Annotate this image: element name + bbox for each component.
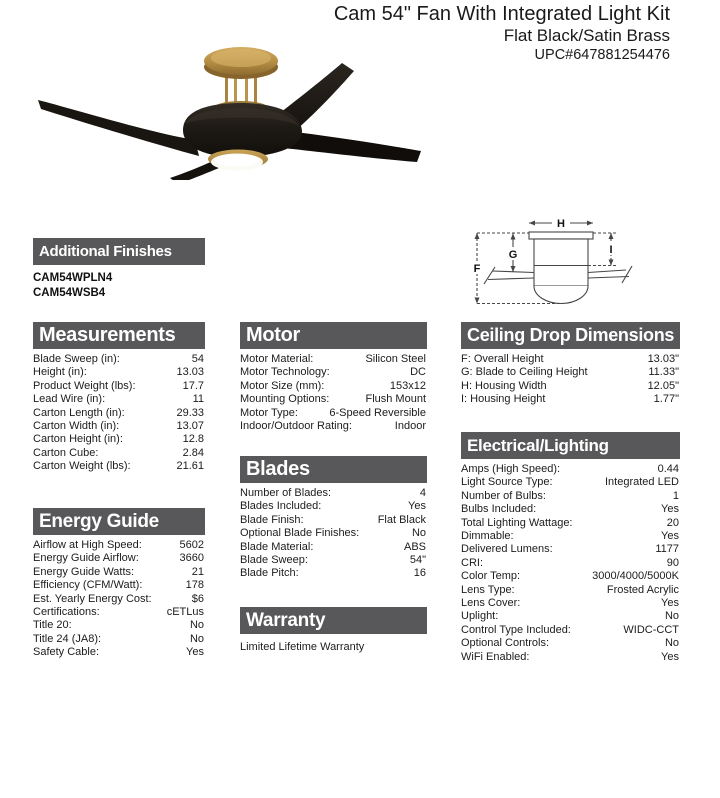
spec-row [33,606,205,619]
spec-label: Airflow at High Speed: [33,539,142,551]
spec-value: 178 [185,579,204,592]
spec-label: Blade Sweep: [240,554,308,567]
diagram-label-h: H [557,218,565,230]
spec-row [33,539,205,552]
spec-value: 54 [191,353,204,365]
spec-value: Frosted Acrylic [606,583,679,596]
spec-row [240,554,427,567]
diagram-label-f: F [473,263,481,275]
product-finish: Flat Black/Satin Brass [503,26,670,45]
spec-label: CRI: [461,556,483,569]
spec-rows [461,353,680,407]
spec-row [33,646,205,659]
spec-label: Carton Weight (lbs): [33,460,131,473]
fan-canopy [204,47,278,79]
spec-row [461,380,680,393]
spec-label: Motor Type: [240,406,298,419]
spec-value: Yes [661,597,679,610]
spec-row [240,514,427,527]
spec-value: 54" [409,554,426,567]
spec-value: 153x12 [389,379,426,392]
spec-label: Blade Finish: [240,513,304,526]
spec-label: Optional Controls: [461,637,550,650]
spec-value: 1.77" [653,393,679,406]
spec-value: 12.05" [647,379,679,392]
spec-value: 90 [666,556,679,569]
spec-label: Mounting Options: [240,393,330,406]
spec-row [461,530,680,543]
spec-label: Color Temp: [461,570,521,583]
spec-row [240,407,427,420]
spec-value: 21 [191,565,204,578]
spec-row [33,619,205,632]
spec-value: cETLus [166,606,204,619]
spec-label: G: Blade to Ceiling Height [461,366,588,379]
spec-label: Motor Technology: [240,366,330,379]
spec-row [33,407,205,420]
spec-value: No [411,527,426,540]
spec-value: Flat Black [377,513,426,526]
section-warranty [240,607,427,653]
spec-value: 1 [672,489,679,502]
spec-row [33,552,205,565]
spec-row [461,637,680,650]
spec-label: Safety Cable: [33,646,100,659]
spec-value: $6 [191,592,204,605]
spec-value: 17.7 [182,379,204,392]
section-header: Measurements [33,322,205,349]
ceiling-drop-diagram [455,196,690,321]
spec-value: 13.03" [647,353,679,365]
spec-value: Yes [661,530,679,543]
spec-value: 13.03 [176,366,204,379]
product-upc: UPC#647881254476 [534,47,670,63]
spec-label: Product Weight (lbs): [33,379,136,392]
spec-row [240,527,427,540]
spec-row [33,460,205,473]
spec-row [461,517,680,530]
spec-rows [240,353,427,433]
spec-value: Flush Mount [365,393,426,406]
spec-value: 16 [413,567,426,580]
spec-row [461,570,680,583]
spec-label: WiFi Enabled: [461,650,530,663]
spec-label: Total Lighting Wattage: [461,516,573,529]
spec-value: 1177 [655,543,679,556]
spec-row [240,500,427,513]
spec-value: No [664,637,679,650]
finish-code: CAM54WSB4 [33,286,106,299]
spec-label: Lead Wire (in): [33,393,106,406]
spec-row [33,420,205,433]
spec-label: Title 20: [33,619,72,632]
spec-label: Indoor/Outdoor Rating: [240,420,352,433]
section-header: Motor [240,322,427,349]
spec-row [461,366,680,379]
diagram-label-i: I [609,244,613,256]
spec-label: Amps (High Speed): [461,463,561,475]
spec-row [240,353,427,366]
spec-value: 20 [666,516,679,529]
spec-label: Motor Material: [240,353,314,365]
diagram-label-g: G [508,249,518,261]
spec-row [33,353,205,366]
spec-row [33,566,205,579]
spec-row [240,420,427,433]
spec-row [33,380,205,393]
spec-value: 0.44 [657,463,679,475]
spec-label: Height (in): [33,366,87,379]
spec-row [240,366,427,379]
spec-row [240,541,427,554]
spec-label: Delivered Lumens: [461,543,553,556]
spec-value: No [189,619,204,632]
spec-value: WIDC-CCT [623,623,679,636]
section-energy-guide [33,508,205,660]
spec-value: 4 [419,487,426,499]
diagram-housing-body [534,239,588,286]
section-header: Blades [240,456,427,483]
spec-value: ABS [403,540,426,553]
spec-row [240,567,427,580]
spec-label: Blade Sweep (in): [33,353,120,365]
spec-value: Integrated LED [605,476,679,489]
spec-label: Carton Height (in): [33,433,123,446]
finish-list [33,271,205,300]
spec-row [240,393,427,406]
spec-label: F: Overall Height [461,353,544,365]
section-motor [240,322,427,433]
fan-light-kit [208,150,268,171]
spec-value: 12.8 [182,433,204,446]
finish-code: CAM54WPLN4 [33,272,113,284]
spec-label: Motor Size (mm): [240,379,325,392]
spec-label: Est. Yearly Energy Cost: [33,592,152,605]
spec-label: Carton Cube: [33,446,99,459]
spec-row [461,651,680,664]
spec-rows [33,353,205,474]
spec-label: Blade Pitch: [240,567,299,580]
spec-row [33,366,205,379]
warranty-text: Limited Lifetime Warranty [240,641,365,653]
spec-row [33,579,205,592]
spec-row [461,543,680,556]
spec-label: Light Source Type: [461,476,553,489]
spec-row [461,503,680,516]
spec-row [240,487,427,500]
spec-value: 2.84 [182,446,204,459]
section-header: Energy Guide [33,508,205,535]
spec-label: Uplight: [461,610,499,623]
spec-row [461,610,680,623]
diagram-light-dome [534,286,588,303]
spec-row [33,633,205,646]
spec-row [240,380,427,393]
spec-row [461,597,680,610]
spec-row [461,476,680,489]
spec-row [461,393,680,406]
spec-value: 3660 [179,552,204,565]
spec-row [461,353,680,366]
spec-value: 3000/4000/5000K [592,570,679,583]
spec-row [461,490,680,503]
spec-label: Lens Cover: [461,597,521,610]
spec-label: Energy Guide Airflow: [33,552,139,565]
spec-label: Certifications: [33,606,100,619]
spec-label: Lens Type: [461,583,515,596]
diagram-canopy-plate [529,232,593,239]
spec-label: Dimmable: [461,530,514,543]
spec-row [461,584,680,597]
spec-value: 11.33" [648,366,679,379]
spec-value: Yes [408,500,426,513]
product-title: Cam 54" Fan With Integrated Light Kit [333,3,670,25]
spec-label: Carton Width (in): [33,420,120,433]
section-header: Electrical/Lighting [461,432,680,459]
spec-label: Number of Blades: [240,487,332,499]
section-ceiling-drop-dimensions [461,322,680,407]
spec-value: 13.07 [176,420,204,433]
spec-label: Carton Length (in): [33,406,125,419]
section-header: Ceiling Drop Dimensions [461,322,680,349]
spec-label: Optional Blade Finishes: [240,527,360,540]
spec-value: 6-Speed Reversible [329,406,426,419]
spec-row [461,624,680,637]
spec-label: Control Type Included: [461,623,571,636]
spec-value: No [189,632,204,645]
section-electrical-lighting [461,432,680,664]
spec-label: Energy Guide Watts: [33,565,135,578]
spec-rows [33,539,205,660]
spec-value: 5602 [179,539,204,551]
spec-label: Bulbs Included: [461,503,537,516]
spec-value: Yes [661,503,679,516]
spec-value: No [664,610,679,623]
spec-value: Indoor [394,420,426,433]
spec-row [33,593,205,606]
spec-value: 21.61 [176,460,204,473]
section-blades [240,456,427,581]
spec-row [33,433,205,446]
spec-row [461,463,680,476]
spec-label: I: Housing Height [461,393,546,406]
spec-value: Yes [661,650,679,663]
fan-motor-housing [183,101,302,157]
spec-label: Blades Included: [240,500,322,513]
spec-label: Efficiency (CFM/Watt): [33,579,143,592]
spec-row [33,393,205,406]
section-additional-finishes [33,238,205,300]
spec-label: H: Housing Width [461,379,547,392]
spec-value: 29.33 [176,406,204,419]
spec-rows [461,463,680,664]
spec-row [33,447,205,460]
spec-value: DC [410,366,426,379]
spec-value: Yes [186,646,204,659]
spec-value: Silicon Steel [365,353,426,365]
spec-value: 11 [192,393,204,406]
fan-product-image [25,38,430,180]
spec-label: Number of Bulbs: [461,489,546,502]
spec-label: Blade Material: [240,540,314,553]
section-header: Additional Finishes [33,238,205,265]
spec-label: Title 24 (JA8): [33,632,102,645]
spec-row [461,557,680,570]
section-header: Warranty [240,607,427,634]
spec-rows [240,487,427,581]
section-measurements [33,322,205,474]
